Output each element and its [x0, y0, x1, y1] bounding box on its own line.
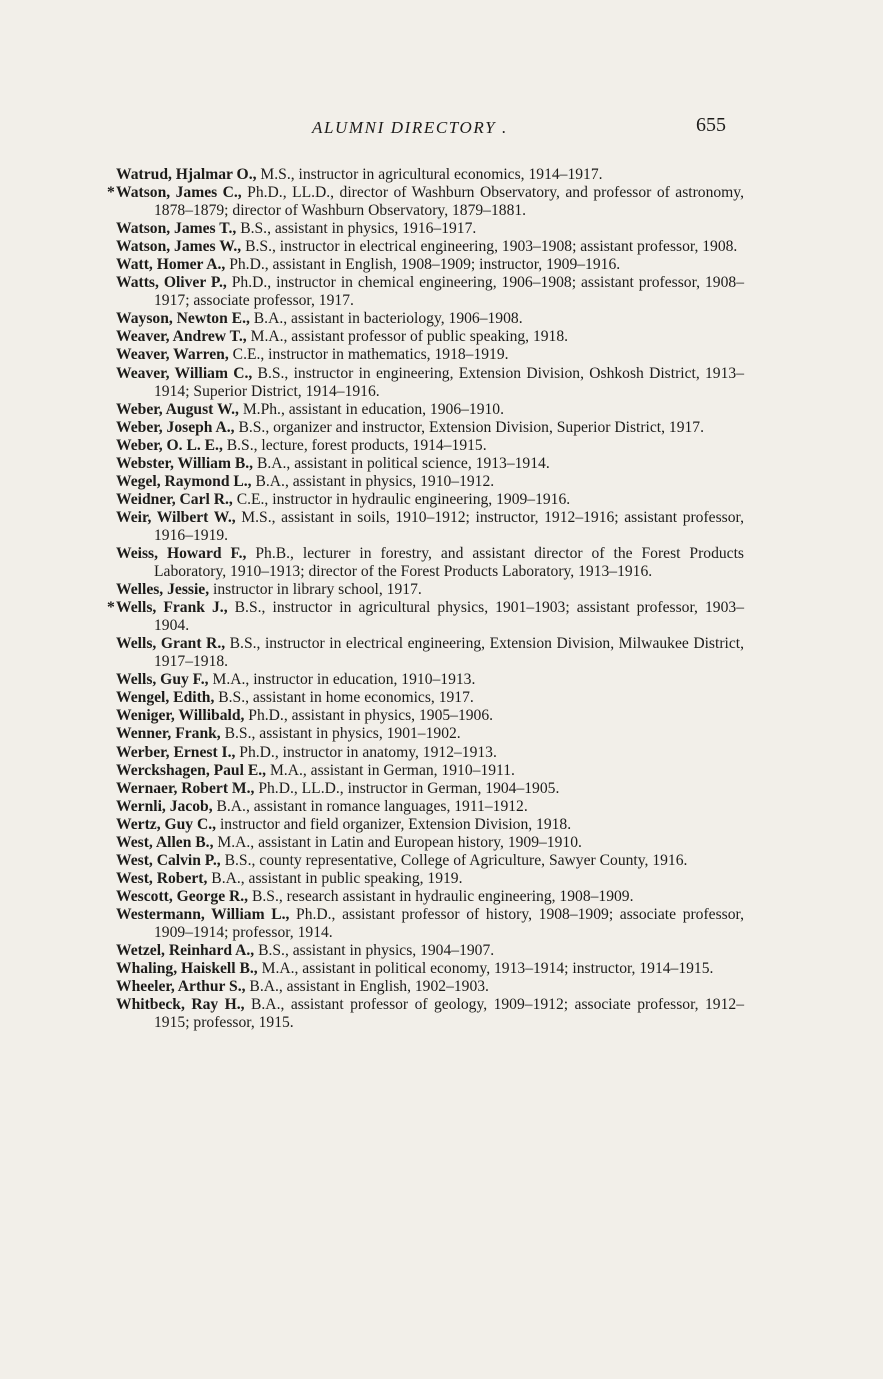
entry-name: Webster, William B., — [116, 454, 254, 472]
directory-entry — [116, 942, 744, 960]
directory-entry — [116, 328, 744, 346]
directory-entry — [116, 798, 744, 816]
page-number: 655 — [696, 114, 726, 136]
entry-name: Weiss, Howard F., — [116, 544, 247, 562]
entry-details: Ph.D., LL.D., director of Washburn Observatory, and professor of astronomy, 1878–1879; director of Washburn Observatory, 1879–1881. — [154, 184, 744, 220]
entry-name: Wegel, Raymond L., — [116, 472, 252, 490]
directory-entry — [116, 437, 744, 455]
entry-details: B.A., assistant in political science, 1913–1914. — [253, 454, 550, 472]
entry-name: Wernaer, Robert M., — [116, 779, 255, 797]
entry-details: M.S., instructor in agricultural economics, 1914–1917. — [256, 166, 603, 183]
entry-details: M.A., assistant in German, 1910–1911. — [266, 761, 515, 779]
entry-name: Watts, Oliver P., — [116, 274, 227, 292]
entry-details: M.A., assistant in Latin and European history, 1909–1910. — [213, 833, 582, 851]
entry-details: B.A., assistant in romance languages, 1911–1912. — [212, 797, 528, 815]
entry-details: B.S., assistant in physics, 1916–1917. — [236, 220, 477, 238]
directory-entry — [116, 888, 744, 906]
entry-name: Watt, Homer A., — [116, 256, 226, 274]
directory-entry — [116, 365, 744, 401]
directory-entry — [116, 762, 744, 780]
directory-entry — [116, 545, 744, 581]
directory-entry — [116, 509, 744, 545]
entry-details: Ph.D., instructor in chemical engineering, 1906–1908; assistant professor, 1908–1917; associate professor, 1917. — [154, 274, 744, 310]
directory-entry — [116, 852, 744, 870]
running-head: ALUMNI DIRECTORY . — [312, 118, 508, 137]
directory-entry — [116, 725, 744, 743]
directory-entry — [116, 960, 744, 978]
entry-details: B.S., instructor in electrical engineering, Extension Division, Milwaukee District, 1917–1918. — [154, 635, 744, 671]
entry-details: instructor and field organizer, Extension Division, 1918. — [216, 815, 572, 833]
directory-entry — [116, 978, 744, 996]
entry-details: B.S., county representative, College of Agriculture, Sawyer County, 1916. — [220, 851, 688, 869]
entry-name: Weniger, Willibald, — [116, 707, 245, 725]
entry-name: Wells, Frank J., — [116, 599, 228, 617]
entry-name: Wells, Guy F., — [116, 671, 209, 689]
entry-details: M.A., assistant in political economy, 1913–1914; instructor, 1914–1915. — [257, 960, 714, 978]
directory-entry — [116, 491, 744, 509]
entry-name: Werber, Ernest I., — [116, 743, 236, 761]
entry-details: instructor in library school, 1917. — [209, 581, 422, 599]
entry-details: Ph.B., lecturer in forestry, and assistant director of the Forest Products Laboratory, 1910–1913; director of the Forest Products Laboratory, 1913–1916. — [154, 544, 745, 581]
entry-name: Watson, James T., — [116, 220, 237, 238]
entry-name: Watson, James W., — [116, 238, 242, 256]
directory-entry — [116, 780, 744, 798]
entry-details: B.S., research assistant in hydraulic engineering, 1908–1909. — [248, 887, 634, 905]
entry-name: Wells, Grant R., — [116, 635, 226, 653]
directory-entry — [116, 238, 744, 256]
directory-entry — [116, 346, 744, 364]
entry-details: M.S., assistant in soils, 1910–1912; instructor, 1912–1916; assistant professor, 1916–1919. — [154, 508, 744, 544]
entry-name: Wayson, Newton E., — [116, 310, 250, 328]
directory-entry — [116, 906, 744, 942]
directory-entry — [116, 419, 744, 437]
directory-entry — [116, 401, 744, 419]
entry-details: B.A., assistant in bacteriology, 1906–1908. — [249, 310, 523, 328]
entry-name: Welles, Jessie, — [116, 581, 210, 599]
directory-entry — [116, 310, 744, 328]
entry-details: C.E., instructor in mathematics, 1918–1919. — [228, 346, 509, 364]
entry-details: B.A., assistant professor of geology, 1909–1912; associate professor, 1912–1915; professor, 1915. — [154, 996, 744, 1032]
entry-name: Whitbeck, Ray H., — [116, 996, 245, 1014]
entry-details: Ph.D., assistant in physics, 1905–1906. — [244, 707, 494, 725]
entry-details: B.S., instructor in engineering, Extension Division, Oshkosh District, 1913–1914; Superior District, 1914–1916. — [154, 364, 744, 400]
entry-details: B.S., instructor in electrical engineering, 1903–1908; assistant professor, 1908. — [241, 238, 738, 256]
entry-details: B.S., assistant in physics, 1904–1907. — [254, 942, 495, 960]
entry-details: M.A., instructor in education, 1910–1913. — [208, 671, 476, 689]
entry-details: B.A., assistant in public speaking, 1919. — [207, 869, 463, 887]
directory-entry — [116, 220, 744, 238]
directory-entry — [116, 256, 744, 274]
entry-name: Weaver, Andrew T., — [116, 328, 247, 346]
entry-name: Wheeler, Arthur S., — [116, 978, 246, 996]
directory-entry — [116, 689, 744, 707]
entry-name: Wertz, Guy C., — [116, 815, 217, 833]
entry-name: Weaver, Warren, — [116, 346, 229, 364]
entry-name: West, Calvin P., — [116, 851, 221, 869]
entry-details: Ph.D., LL.D., instructor in German, 1904–1905. — [254, 779, 560, 797]
entry-name: Wescott, George R., — [116, 887, 249, 905]
entry-details: M.A., assistant professor of public speaking, 1918. — [246, 328, 569, 346]
entry-details: B.S., lecture, forest products, 1914–1915. — [222, 436, 487, 454]
entry-details: B.A., assistant in physics, 1910–1912. — [251, 472, 495, 490]
entry-name: West, Robert, — [116, 869, 208, 887]
entry-details: Ph.D., instructor in anatomy, 1912–1913. — [235, 743, 497, 761]
directory-entry — [116, 581, 744, 599]
directory-entry — [116, 870, 744, 888]
directory-entry — [116, 455, 744, 473]
entry-name: Wetzel, Reinhard A., — [116, 942, 255, 960]
directory-entry — [116, 744, 744, 762]
directory-entry — [116, 671, 744, 689]
directory-entry — [116, 996, 744, 1032]
deceased-marker: * — [107, 184, 115, 202]
directory-entry — [116, 274, 744, 310]
entry-details: M.Ph., assistant in education, 1906–1910. — [238, 400, 505, 418]
entry-name: Weber, August W., — [116, 400, 239, 418]
entry-details: Ph.D., assistant professor of history, 1908–1909; associate professor, 1909–1914; professor, 1914. — [154, 905, 744, 941]
entry-details: B.S., organizer and instructor, Extension Division, Superior District, 1917. — [234, 418, 705, 436]
deceased-marker: * — [107, 599, 115, 617]
entry-name: Weaver, William C., — [116, 364, 253, 382]
entry-details: B.A., assistant in English, 1902–1903. — [245, 978, 489, 996]
directory-entry — [116, 816, 744, 834]
entry-name: Wernli, Jacob, — [116, 797, 213, 815]
entry-name: Wengel, Edith, — [116, 689, 215, 707]
entry-name: Weidner, Carl R., — [116, 490, 233, 508]
entry-details: Ph.D., assistant in English, 1908–1909; instructor, 1909–1916. — [225, 256, 621, 274]
entry-name: Weber, Joseph A., — [116, 418, 235, 436]
entry-name: Werckshagen, Paul E., — [116, 761, 267, 779]
entry-details: B.S., assistant in home economics, 1917. — [214, 689, 474, 707]
entry-name: Whaling, Haiskell B., — [116, 960, 258, 978]
page-header — [0, 114, 883, 144]
directory-entry — [116, 166, 744, 184]
directory-entry — [116, 707, 744, 725]
entry-details: C.E., instructor in hydraulic engineering, 1909–1916. — [232, 490, 571, 508]
entry-details: B.S., assistant in physics, 1901–1902. — [220, 725, 461, 743]
entry-name: Weir, Wilbert W., — [116, 508, 236, 526]
entry-name: Watrud, Hjalmar O., — [116, 166, 257, 183]
directory-entry — [116, 834, 744, 852]
entry-name: Wenner, Frank, — [116, 725, 221, 743]
entry-name: Weber, O. L. E., — [116, 436, 223, 454]
directory-entries — [107, 166, 745, 1032]
entry-details: B.S., instructor in agricultural physics, 1901–1903; assistant professor, 1903–1904. — [154, 599, 744, 635]
entry-name: Westermann, William L., — [116, 905, 290, 923]
directory-entry — [116, 473, 744, 491]
directory-entry — [107, 184, 744, 220]
entry-name: Watson, James C., — [116, 184, 242, 202]
entry-name: West, Allen B., — [116, 833, 214, 851]
directory-entry — [107, 599, 744, 635]
directory-entry — [116, 635, 744, 671]
